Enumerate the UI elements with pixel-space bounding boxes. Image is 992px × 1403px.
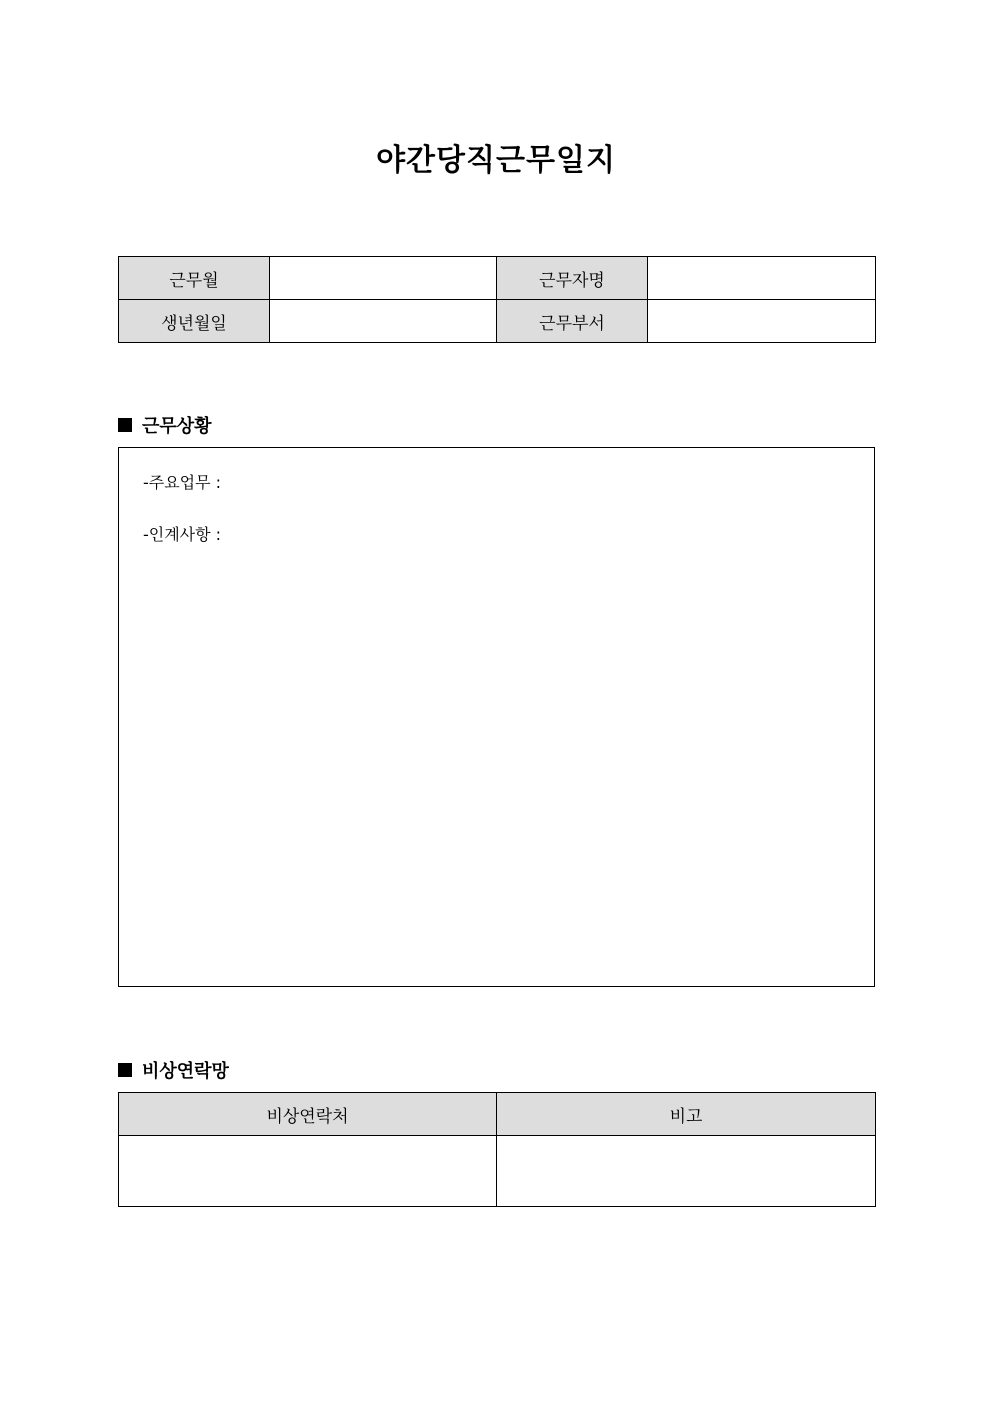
worker-name-label: 근무자명 [497,257,648,300]
birthdate-field[interactable] [270,300,497,343]
department-field[interactable] [648,300,876,343]
handover-line: -인계사항 : [143,525,222,544]
emergency-heading [118,1057,229,1083]
emergency-contact-header: 비상연락처 [119,1093,497,1136]
table-row [119,300,876,343]
work-status-box[interactable] [118,447,875,987]
remarks-header: 비고 [497,1093,876,1136]
work-month-field[interactable] [270,257,497,300]
emergency-contact-field[interactable] [119,1136,497,1207]
emergency-table [118,1092,876,1207]
remarks-field[interactable] [497,1136,876,1207]
work-status-heading-text: 근무상황 [142,416,212,437]
main-duties-line: -주요업무 : [143,473,222,492]
work-status-heading [118,412,212,438]
table-header-row [119,1093,876,1136]
work-month-label: 근무월 [119,257,270,300]
info-table [118,256,876,343]
square-bullet-icon [118,418,132,432]
table-row [119,1136,876,1207]
table-row [119,257,876,300]
worker-name-field[interactable] [648,257,876,300]
square-bullet-icon [118,1063,132,1077]
birthdate-label: 생년월일 [119,300,270,343]
emergency-heading-text: 비상연락망 [142,1061,229,1082]
department-label: 근무부서 [497,300,648,343]
page-title: 야간당직근무일지 [376,143,616,178]
